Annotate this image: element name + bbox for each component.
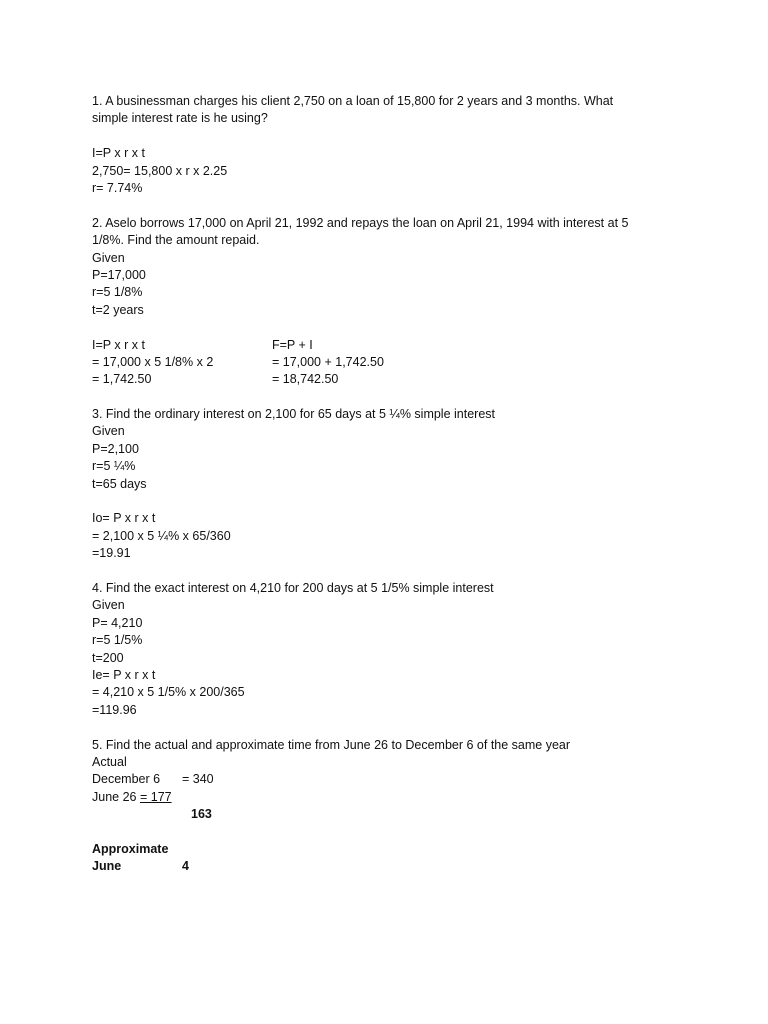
q5-june-label: June 26 <box>92 789 137 804</box>
q5-approx-value: 4 <box>182 859 189 874</box>
q2-future-substitution: = 17,000 + 1,742.50 <box>272 354 384 369</box>
q5-actual-result: 163 <box>191 807 212 822</box>
q5-december-label: December 6 <box>92 772 161 787</box>
q3-substitution: = 2,100 x 5 ¼% x 65/360 <box>92 528 231 543</box>
q5-approx-month: June <box>92 859 122 874</box>
q2-given-p: P=17,000 <box>92 267 146 282</box>
q1-substitution: 2,750= 15,800 x r x 2.25 <box>92 163 228 178</box>
q5-december-value: = 340 <box>182 772 214 787</box>
q4-substitution: = 4,210 x 5 1/5% x 200/365 <box>92 685 245 700</box>
q4-given-r: r=5 1/5% <box>92 633 143 648</box>
q4-question: 4. Find the exact interest on 4,210 for 200 days at 5 1/5% simple interest <box>92 581 494 595</box>
q1-question: 1. A businessman charges his client 2,750 on a loan of 15,800 for 2 years and 3 months. What simple interest rate is he using? <box>92 94 614 126</box>
q2-future-result: = 18,742.50 <box>272 372 339 387</box>
q2-solution-columns <box>92 337 652 389</box>
q4-given-t: t=200 <box>92 650 124 665</box>
q3-given-label: Given <box>92 424 125 439</box>
q5-december-row <box>92 771 652 788</box>
q5-june-row <box>92 789 652 806</box>
q3-given-r: r=5 ¼% <box>92 459 136 474</box>
q5-question: 5. Find the actual and approximate time from June 26 to December 6 of the same year <box>92 737 571 752</box>
q2-future-formula: F=P + I <box>272 337 313 352</box>
q2-interest-substitution: = 17,000 x 5 1/8% x 2 <box>92 354 214 369</box>
q2-given-t: t=2 years <box>92 302 144 317</box>
q3-given-t: t=65 days <box>92 476 147 491</box>
q2-question: 2. Aselo borrows 17,000 on April 21, 1992 and repays the loan on April 21, 1994 with interest at 5 1/8%. Find the amount repaid. <box>92 215 629 248</box>
q5-actual-label: Actual <box>92 754 127 769</box>
q5-approx-row <box>92 858 652 875</box>
q4-formula: Ie= P x r x t <box>92 667 156 682</box>
q4-given-p: P= 4,210 <box>92 615 143 630</box>
q2-interest-result: = 1,742.50 <box>92 372 152 387</box>
q3-formula: Io= P x r x t <box>92 511 156 526</box>
q2-interest-formula: I=P x r x t <box>92 337 145 352</box>
q4-given-label: Given <box>92 598 125 613</box>
q3-answer: =19.91 <box>92 546 131 561</box>
q3-question: 3. Find the ordinary interest on 2,100 for 65 days at 5 ¼% simple interest <box>92 407 495 422</box>
q2-given-r: r=5 1/8% <box>92 285 143 300</box>
q1-formula: I=P x r x t <box>92 146 145 161</box>
q5-june-value: = 177 <box>139 789 172 804</box>
q3-given-p: P=2,100 <box>92 441 139 456</box>
q1-answer: r= 7.74% <box>92 180 143 195</box>
q4-answer: =119.96 <box>92 702 137 717</box>
q5-approx-label: Approximate <box>92 841 169 856</box>
document-page <box>92 93 652 876</box>
q2-given-label: Given <box>92 250 125 265</box>
